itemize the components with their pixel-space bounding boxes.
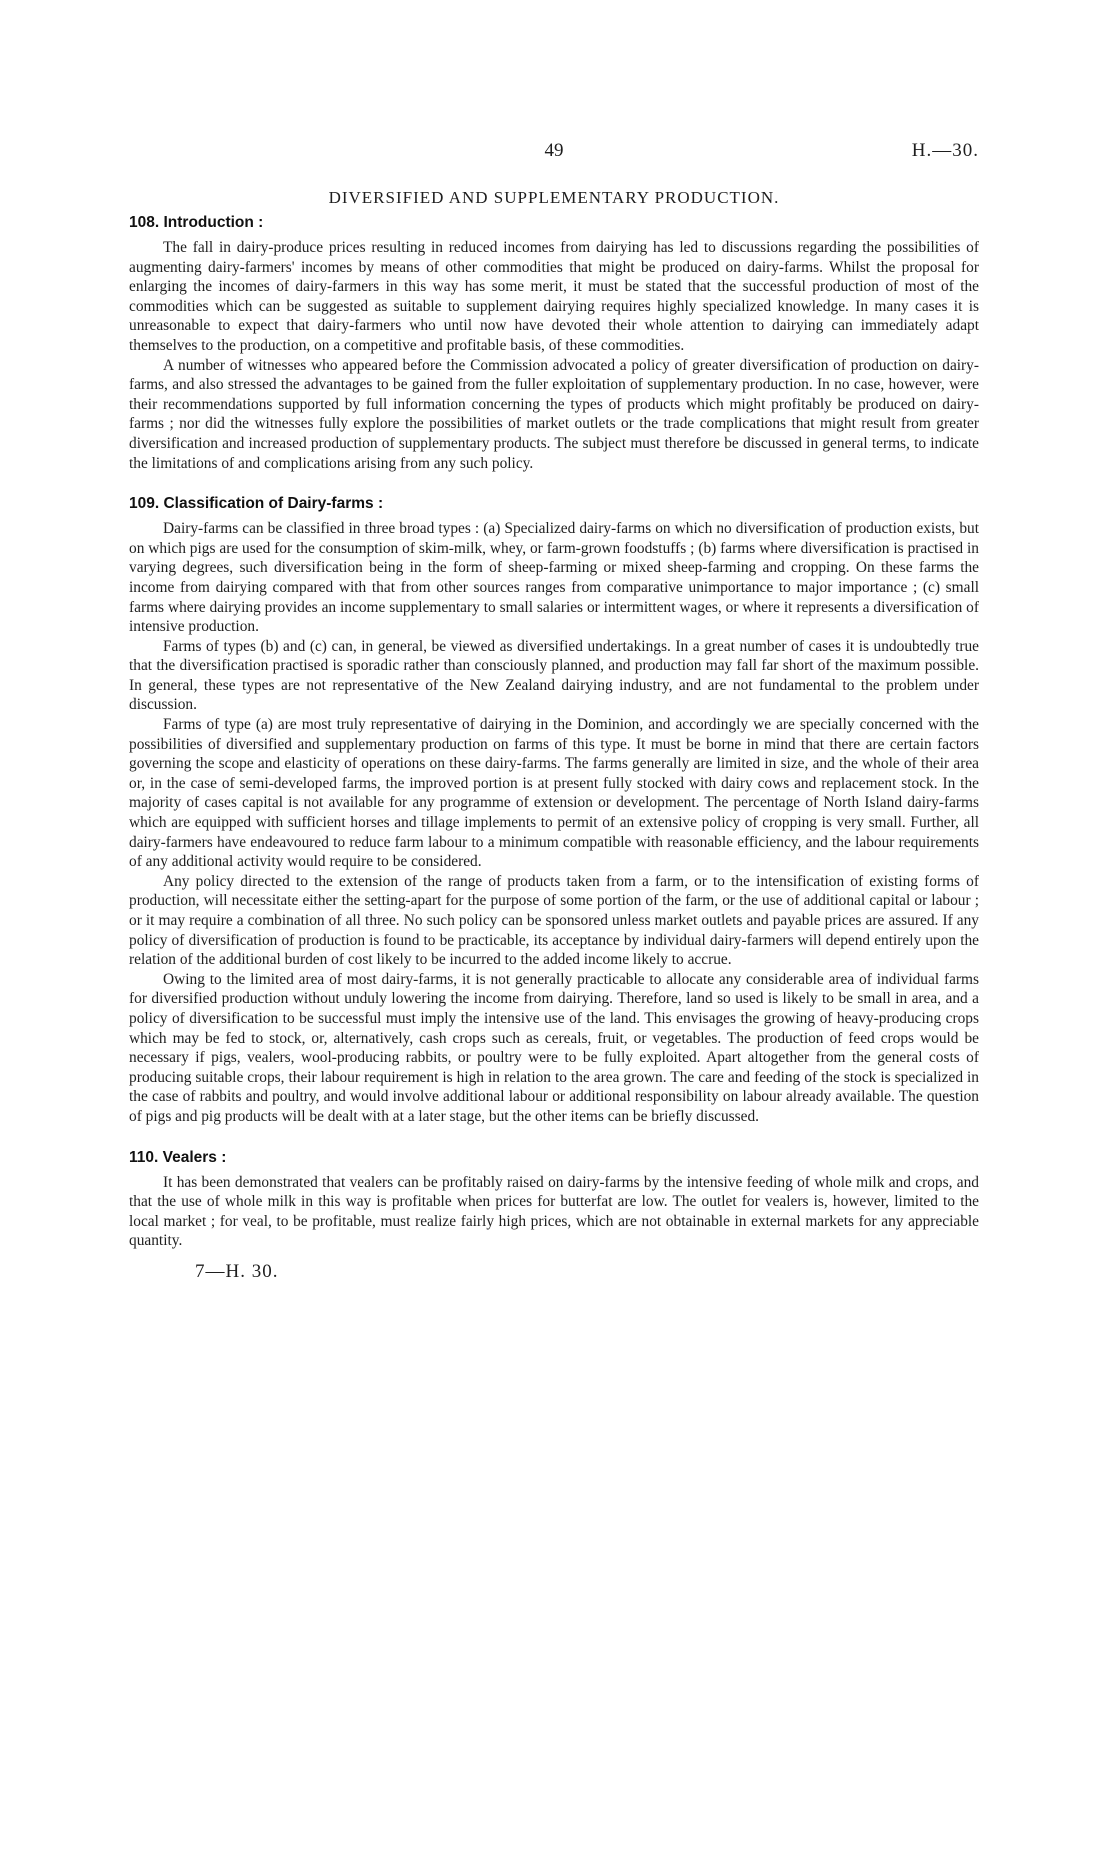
paragraph: Owing to the limited area of most dairy-farms, it is not generally practicable to allocate any considerable area of individual farms for diversified production without unduly lowering the income from dairying. Therefore, land so used is likely to be small in area, and a policy of diversification to be successful must imply the intensive use of the land. This envisages the growing of heavy-producing crops which may be fed to stock, or, alternatively, cash crops such as cereals, fruit, or vegetables. The production of feed crops would be necessary if pigs, vealers, wool-producing rabbits, or poultry were to be fully exploited. Apart altogether from the general costs of producing suitable crops, their labour requirement is high in relation to the area grown. The care and feeding of the stock is specialized in the case of rabbits and poultry, and would involve additional labour or additional responsibility on labour already available. The question of pigs and pig products will be dealt with at a later stage, but the other items can be briefly discussed. [129, 970, 979, 1125]
section-heading: 110. Vealers : [129, 1148, 227, 1166]
page-number: 49 [544, 140, 564, 161]
paragraph: Farms of type (a) are most truly representative of dairying in the Dominion, and accordingly we are specially concerned with the possibilities of diversified and supplementary production on farms of this type. It must be borne in mind that there are certain factors governing the scope and elasticity of operations on these dairy-farms. The farms generally are limited in size, and the whole of their area or, in the case of semi-developed farms, the improved portion is at present fully stocked with dairy cows and replacement stock. In the majority of cases capital is not available for any programme of extension or development. The percentage of North Island dairy-farms which are equipped with sufficient horses and tillage implements to permit of an extensive policy of cropping is very small. Further, all dairy-farmers have endeavoured to reduce farm labour to a minimum compatible with reasonable efficiency, and the labour requirements of any additional activity would require to be considered. [129, 716, 979, 871]
section-heading: 108. Introduction : [129, 214, 264, 231]
paragraph: It has been demonstrated that vealers can be profitably raised on dairy-farms by the intensive feeding of whole milk and crops, and that the use of whole milk in this way is profitable when prices for butterfat are low. The outlet for vealers is, however, limited to the local market ; for veal, to be profitable, must realize fairly high prices, which are not obtainable in external markets for any appreciable quantity. [129, 1173, 979, 1250]
document-page [129, 140, 979, 1283]
signature-mark: 7—H. 30. [195, 1260, 279, 1282]
section-vealers [129, 1149, 979, 1251]
paragraph: Dairy-farms can be classified in three broad types : (a) Specialized dairy-farms on which no diversification of production exists, but on which pigs are used for the consumption of skim-milk, whey, or farm-grown foodstuffs ; (b) farms where diversification is practised in varying degrees, such diversification being in the form of sheep-farming or mixed sheep-farming and cropping. On these farms the income from dairying compared with that from other sources ranges from comparative unimportance to major importance ; (c) small farms where dairying provides an income supplementary to small salaries or intermittent wages, or where it represents a diversification of intensive production. [129, 520, 979, 636]
paragraph: Any policy directed to the extension of the range of products taken from a farm, or to the intensification of existing forms of production, will necessitate either the setting-apart for the purpose of some portion of the farm, or the use of additional capital or labour ; or it may require a combination of all three. No such policy can be sponsored unless market outlets and payable prices are assured. If any policy of diversification of production is found to be practicable, its acceptance by individual dairy-farmers will depend entirely upon the relation of the additional burden of cost likely to be incurred to the added income likely to accrue. [129, 872, 979, 969]
paragraph: The fall in dairy-produce prices resulting in reduced incomes from dairying has led to discussions regarding the possibilities of augmenting dairy-farmers' incomes by means of other commodities that might be produced on dairy-farms. Whilst the proposal for enlarging the incomes of dairy-farmers in this way has some merit, it must be stated that the successful production of most of the commodities which can be suggested as suitable to supplement dairying requires highly specialized knowledge. In many cases it is unreasonable to expect that dairy-farmers who until now have devoted their whole attention to dairying can immediately adapt themselves to the production, on a competitive and profitable basis, of these commodities. [129, 239, 979, 354]
section-introduction [129, 214, 979, 473]
section-heading: 109. Classification of Dairy-farms : [129, 495, 384, 513]
document-reference: H.—30. [911, 140, 979, 161]
paragraph: Farms of types (b) and (c) can, in general, be viewed as diversified undertakings. In a great number of cases it is undoubtedly true that the diversification practised is sporadic rather than consciously planned, and production may fall far short of the maximum possible. In general, these types are not representative of the New Zealand dairying industry, and are not fundamental to the problem under discussion. [129, 637, 979, 714]
chapter-title: DIVERSIFIED AND SUPPLEMENTARY PRODUCTION. [328, 188, 780, 207]
page-header [129, 140, 979, 170]
section-classification [129, 495, 979, 1126]
paragraph: A number of witnesses who appeared before the Commission advocated a policy of greater diversification of production on dairy-farms, and also stressed the advantages to be gained from the fuller exploitation of supplementary production. In no case, however, were their recommendations supported by full information concerning the types of products which might profitably be produced on dairy-farms ; nor did the witnesses fully explore the possibilities of market outlets or the trade complications that might result from greater diversification and increased production of supplementary products. The subject must therefore be discussed in general terms, to indicate the limitations of and complications arising from any such policy. [129, 356, 979, 472]
